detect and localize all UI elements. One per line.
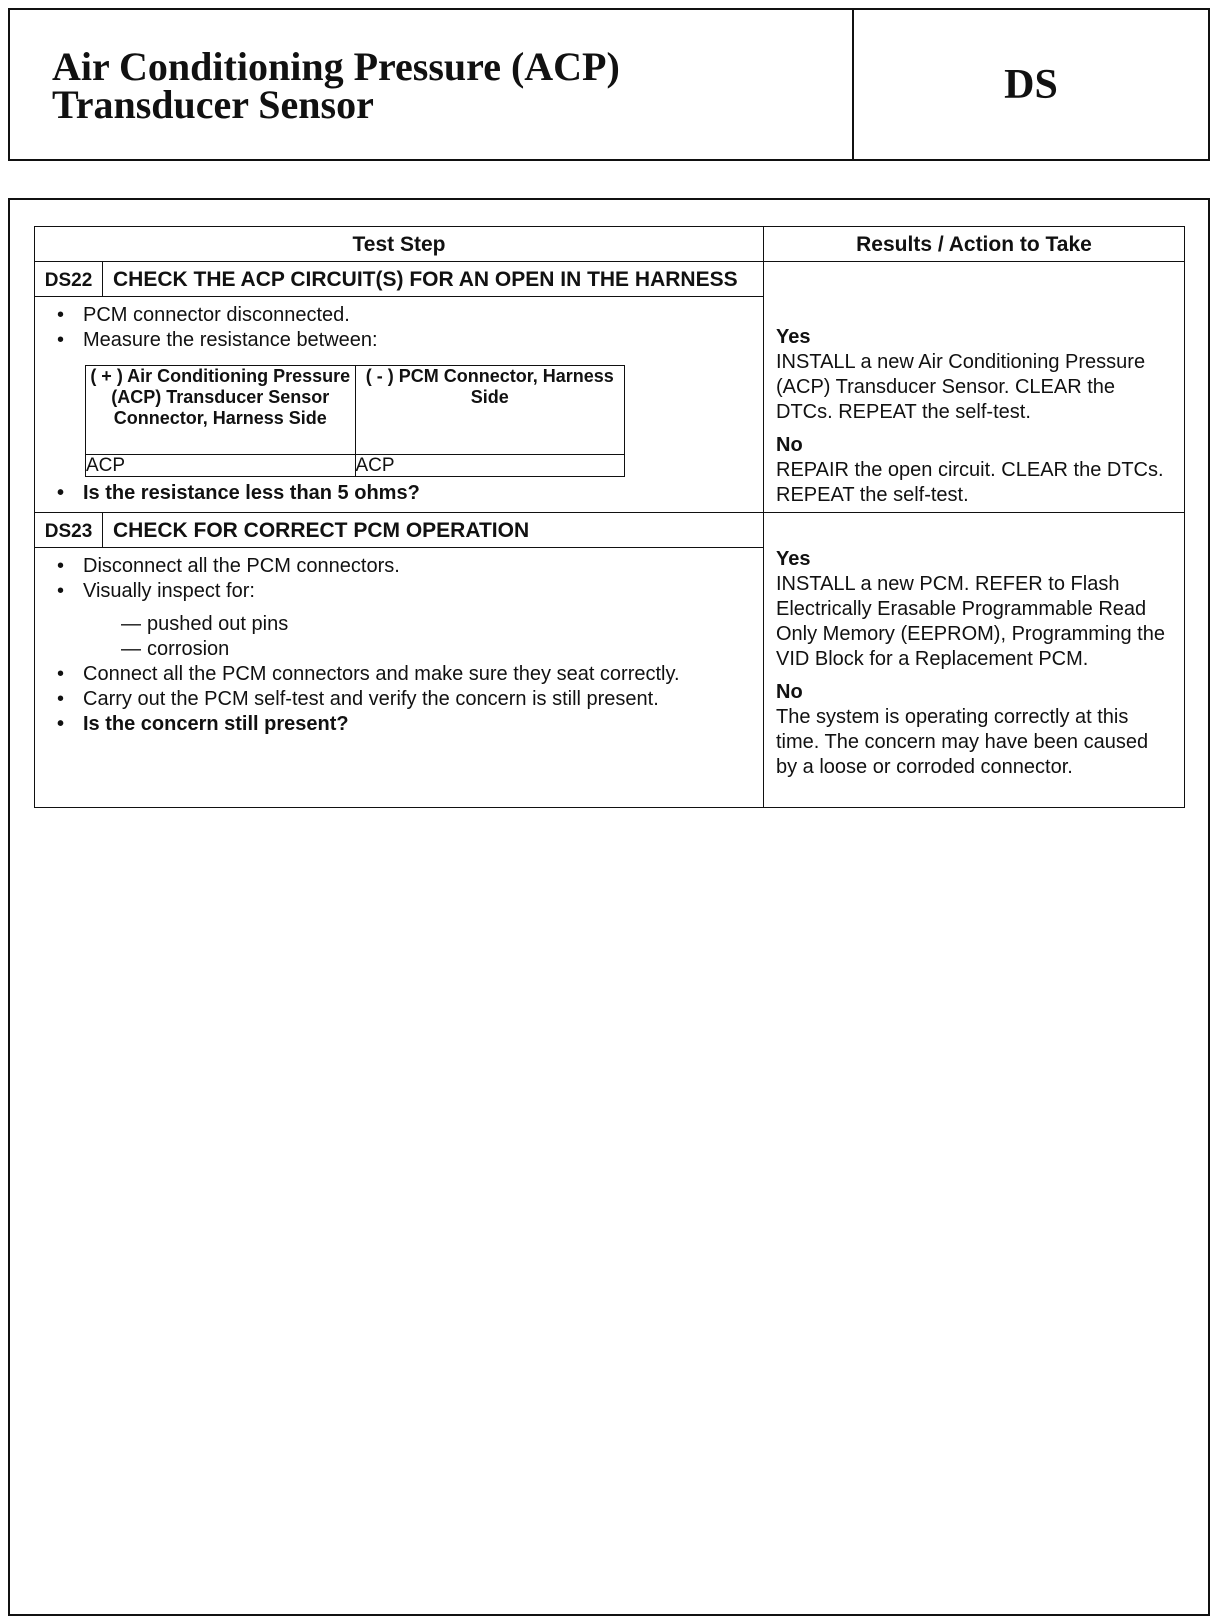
pin-col2-value: ACP [355, 455, 625, 477]
step-ds23-title-row [35, 513, 1185, 548]
no-label: No [776, 681, 803, 703]
col-header-results: Results / Action to Take [764, 227, 1185, 262]
pin-table [85, 365, 625, 477]
procedure-table [34, 226, 1185, 808]
title-line-2: Transducer Sensor [52, 82, 374, 127]
sublist-item: — corrosion [115, 637, 753, 662]
step-ds22-results [764, 262, 1185, 513]
title-line-1: Air Conditioning Pressure (ACP) [52, 44, 620, 89]
table-header-row [35, 227, 1185, 262]
step-instructions [51, 554, 753, 737]
step-title: CHECK FOR CORRECT PCM OPERATION [103, 513, 764, 548]
list-item: • Carry out the PCM self-test and verify the concern is still present. [51, 687, 753, 712]
step-ds23-body [35, 548, 764, 808]
yes-action: INSTALL a new Air Conditioning Pressure (ACP) Transducer Sensor. CLEAR the DTCs. REPEAT the self-test. [776, 351, 1146, 423]
sublist-item: — pushed out pins [115, 612, 753, 637]
step-ds22-title-row [35, 262, 1185, 297]
list-item [51, 579, 753, 662]
page-header [8, 8, 1210, 161]
step-id: DS23 [35, 513, 103, 548]
step-id: DS22 [35, 262, 103, 297]
title-cell [10, 10, 854, 159]
col-header-test-step: Test Step [35, 227, 764, 262]
step-question-list [51, 481, 753, 506]
step-question: • Is the resistance less than 5 ohms? [51, 481, 753, 506]
step-ds23-results [764, 513, 1185, 808]
list-item: • Measure the resistance between: [51, 328, 753, 353]
pin-col1-value: ACP [86, 455, 356, 477]
list-item: • Connect all the PCM connectors and make sure they seat correctly. [51, 662, 753, 687]
inspect-sublist [83, 612, 753, 662]
list-item-text: Visually inspect for: [83, 580, 255, 602]
step-question: • Is the concern still present? [51, 712, 753, 737]
no-label: No [776, 434, 803, 456]
list-item: • Disconnect all the PCM connectors. [51, 554, 753, 579]
step-instructions [51, 303, 753, 353]
no-action: The system is operating correctly at this time. The concern may have been caused by a loose or corroded connector. [776, 706, 1149, 778]
list-item: • PCM connector disconnected. [51, 303, 753, 328]
pin-col2-header: ( - ) PCM Connector, Harness Side [355, 366, 625, 455]
section-code: DS [1004, 61, 1058, 108]
yes-label: Yes [776, 548, 811, 570]
yes-label: Yes [776, 326, 811, 348]
step-ds22-body [35, 297, 764, 513]
yes-action: INSTALL a new PCM. REFER to Flash Electrically Erasable Programmable Read Only Memory (EEPROM), Programming the VID Block for a Replacement PCM. [776, 573, 1165, 670]
pin-col1-header: ( + ) Air Conditioning Pressure (ACP) Transducer Sensor Connector, Harness Side [86, 366, 356, 455]
page-title [52, 44, 620, 127]
no-action: REPAIR the open circuit. CLEAR the DTCs. REPEAT the self-test. [776, 459, 1164, 506]
step-title: CHECK THE ACP CIRCUIT(S) FOR AN OPEN IN THE HARNESS [103, 262, 764, 297]
